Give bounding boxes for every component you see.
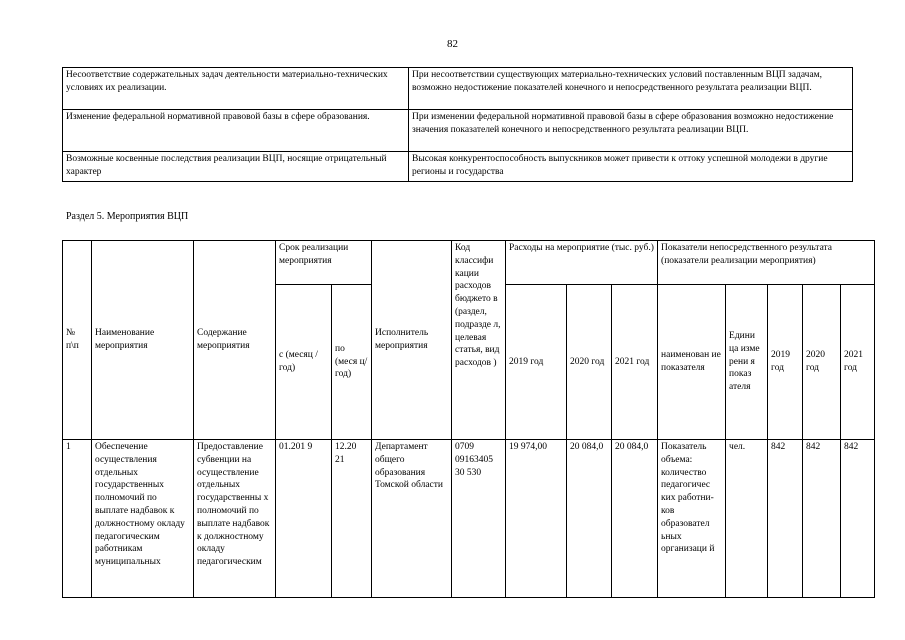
row-num: 1: [63, 440, 92, 598]
row-to: 12.20 21: [332, 440, 372, 598]
header-exp-2019: 2019 год: [506, 285, 567, 440]
row-exp-2021: 20 084,0: [612, 440, 658, 598]
header-ind-2021: 2021 год: [841, 285, 875, 440]
risk-cell: Возможные косвенные последствия реализации ВЦП, носящие отрицательный характер: [63, 152, 409, 182]
header-expenses: Расходы на мероприятие (тыс. руб.): [506, 241, 658, 285]
header-exp-2020: 2020 год: [567, 285, 612, 440]
header-term: Срок реализации мероприятия: [276, 241, 372, 285]
row-content-text: Предоставление субвенции на осуществление отдельных государственны х полномочий по выплате надбавок к должностному окладу педагогическим: [197, 442, 270, 568]
header-name: Наименование мероприятия: [92, 241, 194, 440]
row-content: [194, 440, 276, 598]
table-row: [63, 110, 853, 152]
header-indicators: Показатели непосредственного результата (показатели реализации мероприятия): [658, 241, 875, 285]
header-code: Код классифи кации расходов бюджето в (раздел, подразде л, целевая статья, вид расходов ): [452, 241, 506, 440]
header-ind-2019: 2019 год: [768, 285, 803, 440]
events-table: [62, 240, 875, 598]
header-num: № п\п: [63, 241, 92, 440]
header-exp-2021: 2021 год: [612, 285, 658, 440]
table-row: [63, 440, 875, 598]
row-from: 01.201 9: [276, 440, 332, 598]
row-ind-unit: чел.: [726, 440, 768, 598]
consequence-cell: При изменении федеральной нормативной правовой базы в сфере образования возможно недостижение значения показателей конечного и непосредственного результата реализации ВЦП.: [409, 110, 853, 152]
consequence-cell: Высокая конкурентоспособность выпускников может привести к оттоку успешной молодежи в другие регионы и государства: [409, 152, 853, 182]
header-executor: Исполнитель мероприятия: [372, 241, 452, 440]
row-executor: Департамент общего образования Томской области: [372, 440, 452, 598]
section-title: Раздел 5. Мероприятия ВЦП: [66, 211, 189, 222]
row-ind-name: [658, 440, 726, 598]
consequence-cell: При несоответствии существующих материально-технических условий поставленным ВЦП задачам, возможно недостижение показателей конечного и непосредственного результата реализации ВЦП.: [409, 68, 853, 110]
header-ind-unit: Едини ца изме рени я показ ателя: [726, 285, 768, 440]
row-ind-name-text: Показатель объема: количество педагогичес ких работни- ков образовател ьных организаци й: [661, 442, 715, 555]
header-row: [63, 241, 875, 285]
risk-table: [62, 67, 853, 182]
header-term-from: с (месяц / год): [276, 285, 332, 440]
header-term-to: по (меся ц/ год): [332, 285, 372, 440]
table-row: [63, 152, 853, 182]
table-row: [63, 68, 853, 110]
row-name-text: Обеспечение осуществления отдельных государственных полномочий по выплате надбавок к должностному окладу педагогическим работникам муниципальных: [95, 442, 185, 568]
row-ind-2020: 842: [803, 440, 841, 598]
risk-cell: Несоответствие содержательных задач деятельности материально-технических условиях их реализации.: [63, 68, 409, 110]
row-exp-2020: 20 084,0: [567, 440, 612, 598]
row-exp-2019: 19 974,00: [506, 440, 567, 598]
row-ind-2019: 842: [768, 440, 803, 598]
page-number: 82: [447, 38, 458, 50]
row-code: 0709 09163405 30 530: [452, 440, 506, 598]
header-content: Содержание мероприятия: [194, 241, 276, 440]
row-name: [92, 440, 194, 598]
header-ind-name: наименован ие показателя: [658, 285, 726, 440]
risk-cell: Изменение федеральной нормативной правовой базы в сфере образования.: [63, 110, 409, 152]
header-ind-2020: 2020 год: [803, 285, 841, 440]
row-ind-2021: 842: [841, 440, 875, 598]
